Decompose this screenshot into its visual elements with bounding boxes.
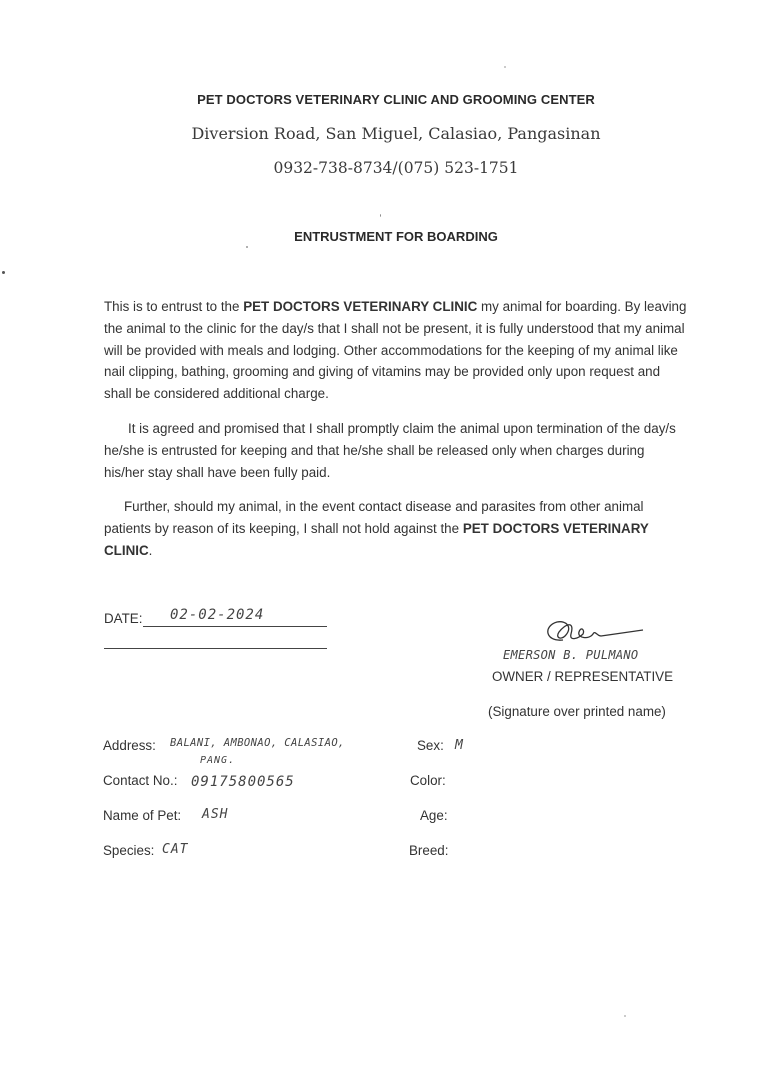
paragraph-3-text-b: . [148, 542, 153, 558]
date-label: DATE: [104, 611, 143, 626]
signature-mark [535, 612, 650, 652]
paragraph-2-text: It is agreed and promised that I shall promptly claim the animal upon termination of the day/s he/she is entrusted for keeping and that he/she shall be released only when charges during his/her stay shall have been fully paid. [104, 421, 676, 480]
address-value-line2: PANG. [200, 755, 236, 766]
paragraph-1-text-b: my animal for boarding. By leaving the animal to the clinic for the day/s that I shall not be present, it is fully understood that my animal will be provided with meals and lodging. Other accommodations for the keeping of my animal like nail clipping, bathing, grooming and giving of vitamins may be provided only upon request and shall be considered additional charge. [104, 299, 687, 402]
date-line [143, 626, 327, 627]
clinic-address: Diversion Road, San Miguel, Calasiao, Pangasinan [191, 124, 601, 143]
paragraph-2 [104, 418, 688, 483]
scan-speck [624, 1015, 626, 1017]
species-label: Species: [103, 843, 155, 858]
contact-value: 09175800565 [191, 774, 295, 790]
paragraph-1 [104, 296, 688, 405]
contact-label: Contact No.: [103, 773, 178, 788]
pet-name-label: Name of Pet: [103, 808, 182, 823]
clinic-phones: 0932-738-8734/(075) 523-1751 [273, 159, 519, 177]
signature-instruction: (Signature over printed name) [488, 704, 666, 719]
species-value: CAT [162, 842, 189, 857]
document-title: ENTRUSTMENT FOR BOARDING [294, 229, 498, 244]
scan-speck [504, 66, 506, 68]
breed-label: Breed: [409, 843, 449, 858]
pet-name-value: ASH [202, 807, 229, 822]
printed-name: EMERSON B. PULMANO [503, 648, 639, 662]
clinic-name: PET DOCTORS VETERINARY CLINIC AND GROOMING CENTER [197, 92, 595, 107]
address-value-line1: BALANI, AMBONAO, CALASIAO, [170, 737, 345, 749]
scan-speck [2, 271, 5, 274]
scan-speck [380, 214, 381, 217]
sex-label: Sex: [417, 738, 444, 753]
paragraph-1-text-a: This is to entrust to the [104, 299, 244, 314]
paragraph-3 [104, 496, 688, 561]
paragraph-3-text-a: Further, should my animal, in the event contact disease and parasites from other animal patients by reason of its keeping, I shall not hold against the [104, 499, 644, 536]
owner-role: OWNER / REPRESENTATIVE [492, 669, 674, 684]
sex-value: M [455, 738, 464, 753]
paragraph-3-clinic-name: PET DOCTORS VETERINARY CLINIC [104, 520, 649, 558]
paragraph-1-clinic-name: PET DOCTORS VETERINARY CLINIC [243, 299, 478, 314]
color-label: Color: [410, 773, 446, 788]
age-label: Age: [420, 808, 448, 823]
address-label: Address: [103, 738, 156, 753]
blank-line [104, 648, 327, 649]
date-value: 02-02-2024 [170, 607, 265, 623]
scan-speck [246, 246, 248, 248]
